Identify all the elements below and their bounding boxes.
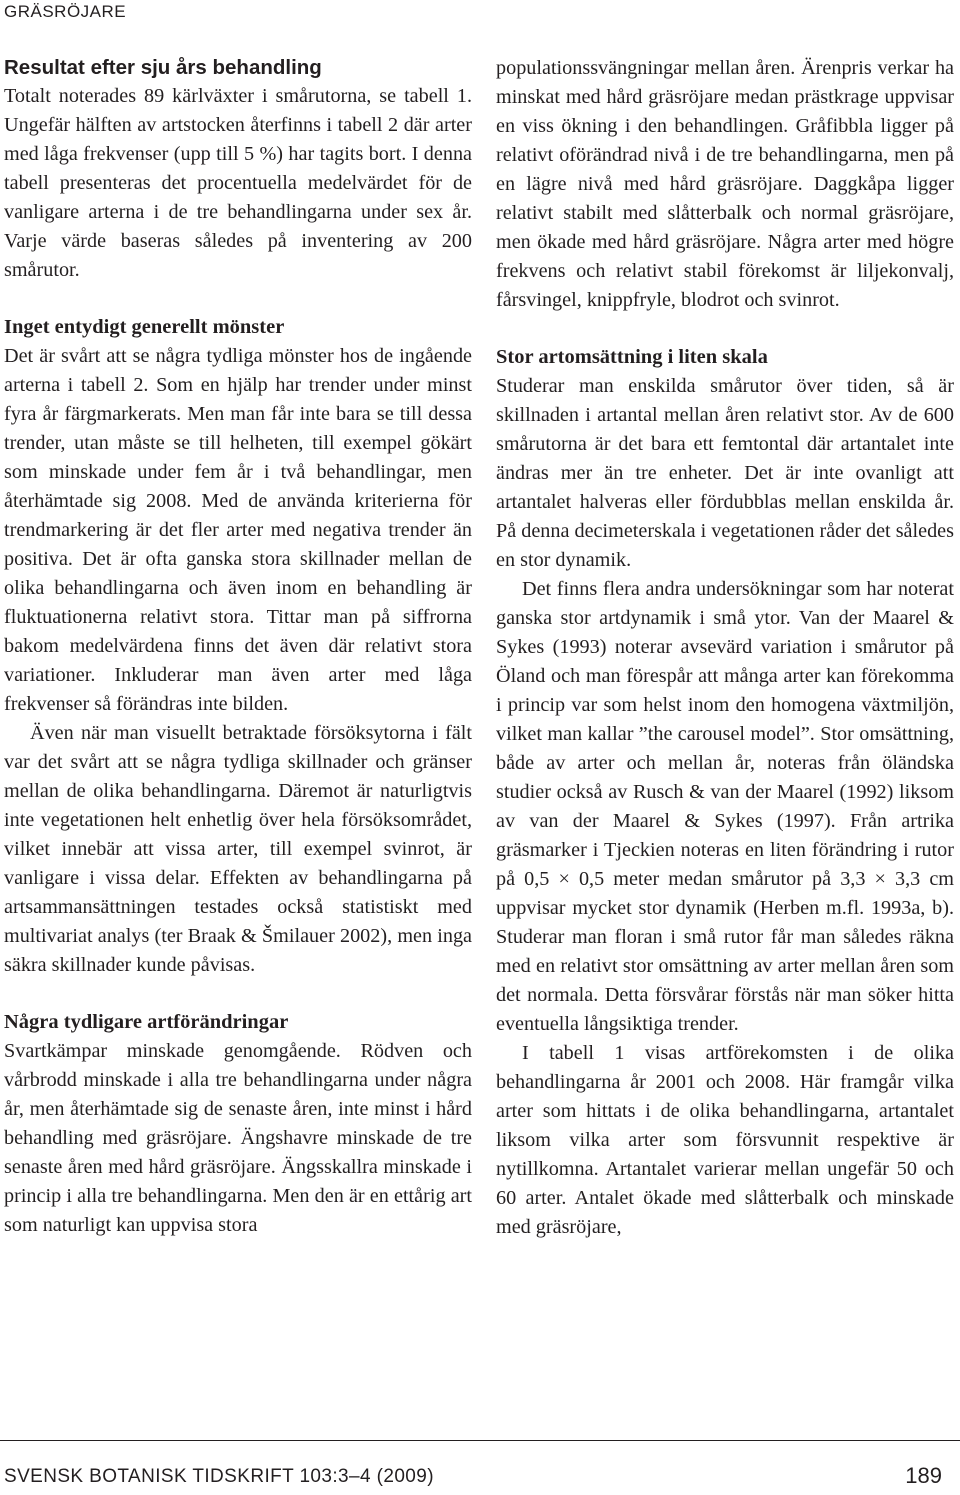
running-head: GRÄSRÖJARE bbox=[4, 2, 127, 21]
paragraph-table1: I tabell 1 visas artförekomsten i de olika behandlingarna år 2001 och 2008. Här framgår vilka arter som hittats i de olika behandlingarna, artantalet liksom vilka arter som försvunnit respektive är nytillkomna. Artantalet varierar mellan ungefär 50 och 60 arter. Antalet ökade med slåtterbalk och minskade med gräsröjare, bbox=[496, 1042, 954, 1238]
paragraph-no-pattern: Det är svårt att se några tydliga mönster hos de ingående arterna i tabell 2. Som en hjälp har trender under minst fyra år färgmarkerats. Men man får inte bara se till dessa trender, utan måste se till helheten, till exempel gökärt som minskade under fem år i två behandlingar, men återhämtade sig 2008. Med de använda kriterierna för trendmarkering är det fler arter med negativa trender än positiva. Det är ofta ganska stora skillnader mellan de olika behandlingarna och även inom en behandling är fluktuationerna relativt stora. Tittar man på siffrorna bakom medelvärdena finns det även där relativt stora variationer. Inkluderar man även arter med låga frekvenser så förändras inte bilden. bbox=[4, 345, 472, 715]
paragraph-species-turnover: Studerar man enskilda smårutor över tiden, så är skillnaden i artantal mellan åren relativt stor. Av de 600 smårutorna är det bara ett femtontal där artantalet inte ändras mer än tre enheter. Det är inte ovanligt att artantalet halveras eller fördubblas mellan enskilda år. På denna decimeterskala i vegetationen råder det således en stor dynamik. bbox=[496, 375, 954, 571]
right-column bbox=[496, 54, 954, 1242]
paragraph-species-changes: Svartkämpar minskade genomgående. Rödven och vårbrodd minskade i alla tre behandlingarna under några år, men återhämtade sig de senaste åren, inte minst i hård behandling med gräsröjare. Ängshavre minskade de tre senaste åren med hård gräsröjare. Ängsskallra minskade i princip i alla tre behandlingarna. Men den är en ettårig art som naturligt kan uppvisa stora bbox=[4, 1040, 472, 1236]
section-heading-results: Resultat efter sju års behandling bbox=[4, 56, 322, 79]
paragraph-population-fluctuations: populationssvängningar mellan åren. Ärenpris verkar ha minskat med hård gräsröjare medan prästkrage uppvisar en viss ökning i den behandlingen. Gråfibbla ligger på relativt oförändrad nivå i de tre behandlingarna, men på en lägre nivå med hård gräsröjare. Daggkåpa ligger relativt stabilt med slåtterbalk och normal gräsröjare, men ökade med hård gräsröjare. Några arter med högre frekvens och relativt stabil förekomst är liljekonvalj, fårsvingel, knippfryle, blodrot och svinrot. bbox=[496, 57, 954, 311]
footer-journal-citation: SVENSK BOTANISK TIDSKRIFT 103:3–4 (2009) bbox=[4, 1466, 434, 1487]
left-column bbox=[4, 54, 472, 1240]
paragraph-results: Totalt noterades 89 kärlväxter i smårutorna, se tabell 1. Ungefär hälften av artstocken återfinns i tabell 2 där arter med låga frekvenser (upp till 5 %) har tagits bort. I denna tabell presenteras det procentuella medelvärdet för de vanligare arterna i de tre behandlingarna under sex år. Varje värde baseras således på inventering av 200 smårutor. bbox=[4, 85, 472, 281]
section-heading-no-pattern: Inget entydigt generellt mönster bbox=[4, 316, 285, 338]
paragraph-visual-field: Även när man visuellt betraktade försöksytorna i fält var det svårt att se några tydliga skillnader och gränser mellan de olika behandlingarna. Däremot är naturligtvis inte vegetationen helt enhetlig över hela försöksområdet, vilket innebär att vissa arter, till exempel svinrot, är vanligare i vissa delar. Effekten av behandlingarna på artsammansättningen testades också statistiskt med multivariat analys (ter Braak & Šmilauer 2002), men inga säkra skillnader kunde påvisas. bbox=[4, 722, 472, 976]
page-number: 189 bbox=[905, 1463, 942, 1488]
paragraph-other-studies: Det finns flera andra undersökningar som har noterat ganska stor artdynamik i små ytor. Van der Maarel & Sykes (1993) noterar avsevärd variation i smårutor på Öland och man förespår att många arter kan förekomma i princip var som helst inom den homogena växtmiljön, vilket man kallar ”the carousel model”. Stor omsättning, både av arter och mellan år, noteras från öländska studier också av Rusch & van der Maarel (1992) liksom av van der Maarel & Sykes (1997). Från artrika gräsmarker i Tjeckien noteras en liten förändring i rutor på 0,5 × 0,5 meter medan smårutor på 3,3 × 3,3 cm uppvisar mycket stor dynamik (Herben m.fl. 1993a, b). Studerar man floran i små rutor får man således räkna med en relativt stor omsättning av arter mellan åren som det normala. Detta försvårar förstås när man söker hitta eventuella långsiktiga trender. bbox=[496, 578, 954, 1035]
footer-divider bbox=[0, 1440, 960, 1441]
section-heading-species-changes: Några tydligare artförändringar bbox=[4, 1011, 289, 1033]
section-heading-species-turnover: Stor artomsättning i liten skala bbox=[496, 346, 768, 368]
